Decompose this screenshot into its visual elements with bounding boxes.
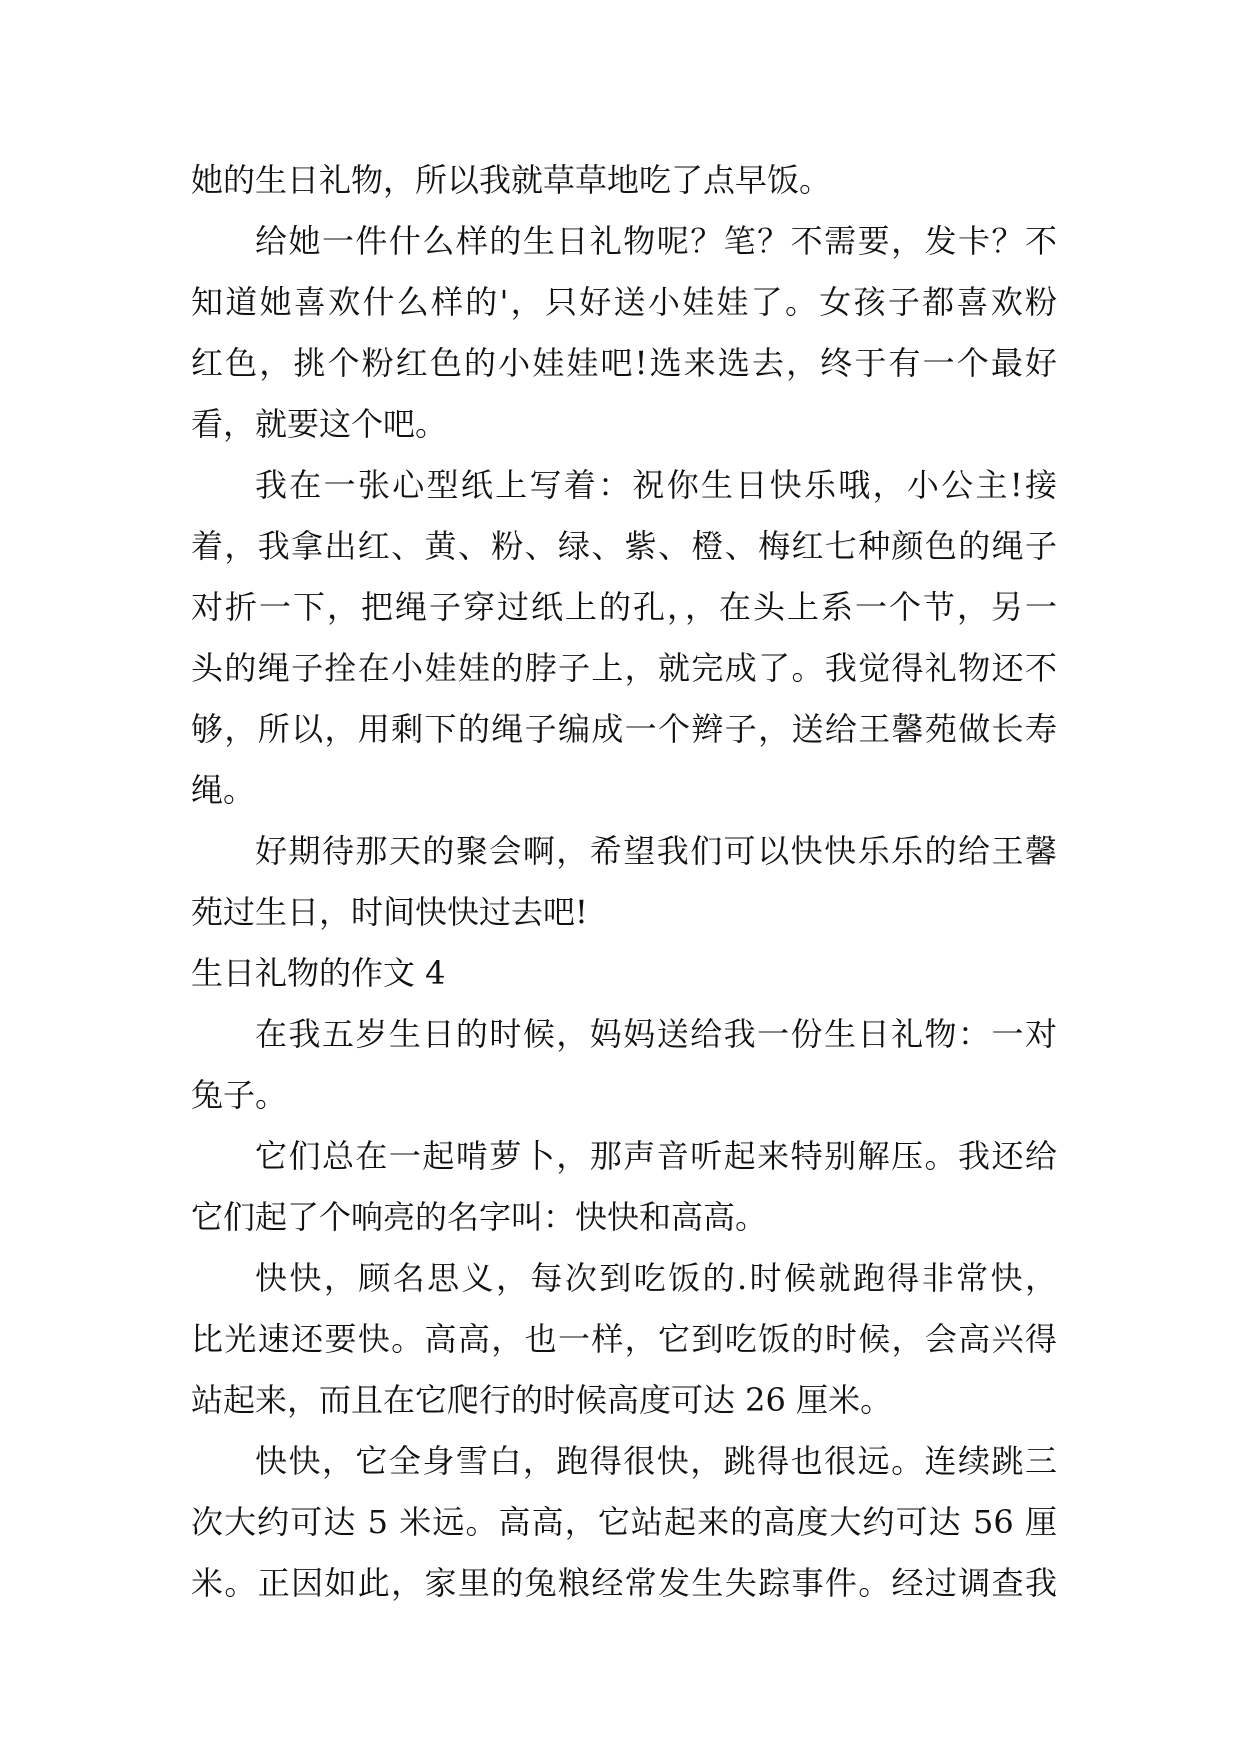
text-line: 次大约可达 5 米远。高高，它站起来的高度大约可达 56 厘 <box>191 1503 1057 1541</box>
text-line: 知道她喜欢什么样的'，只好送小娃娃了。女孩子都喜欢粉 <box>191 283 1057 321</box>
text-line: 苑过生日，时间快快过去吧! <box>191 893 588 931</box>
text-line: 够，所以，用剩下的绳子编成一个辫子，送给王馨苑做长寿 <box>191 710 1057 748</box>
text-line: 给她一件什么样的生日礼物呢？笔？不需要，发卡？不 <box>255 222 1057 260</box>
text-line: 兔子。 <box>191 1076 288 1114</box>
text-line: 在我五岁生日的时候，妈妈送给我一份生日礼物：一对 <box>255 1015 1057 1053</box>
text-line: 它们总在一起啃萝卜，那声音听起来特别解压。我还给 <box>255 1137 1057 1175</box>
text-line: 快快，它全身雪白，跑得很快，跳得也很远。连续跳三 <box>255 1442 1057 1480</box>
section-heading: 生日礼物的作文 4 <box>191 954 446 992</box>
paragraph <box>191 1004 1057 1126</box>
document-body <box>191 150 1057 1614</box>
text-line: 站起来，而且在它爬行的时候高度可达 26 厘米。 <box>191 1381 893 1419</box>
paragraph <box>191 1431 1057 1614</box>
text-line: 头的绳子拴在小娃娃的脖子上，就完成了。我觉得礼物还不 <box>191 649 1057 687</box>
text-line: 红色，挑个粉红色的小娃娃吧!选来选去，终于有一个最好 <box>191 344 1057 382</box>
text-line: 我在一张心型纸上写着：祝你生日快乐哦，小公主!接 <box>255 466 1057 504</box>
text-line: 比光速还要快。高高，也一样，它到吃饭的时候，会高兴得 <box>191 1320 1057 1358</box>
text-line: 她的生日礼物，所以我就草草地吃了点早饭。 <box>191 161 832 199</box>
paragraph <box>191 1248 1057 1431</box>
paragraph <box>191 150 1057 211</box>
paragraph <box>191 211 1057 455</box>
text-line: 它们起了个响亮的名字叫：快快和高高。 <box>191 1198 768 1236</box>
text-line: 快快，顾名思义，每次到吃饭的.时候就跑得非常快， <box>255 1259 1057 1297</box>
text-line: 着，我拿出红、黄、粉、绿、紫、橙、梅红七种颜色的绳子 <box>191 527 1057 565</box>
text-line: 对折一下，把绳子穿过纸上的孔，，在头上系一个节，另一 <box>191 588 1057 626</box>
text-line: 好期待那天的聚会啊，希望我们可以快快乐乐的给王馨 <box>255 832 1057 870</box>
text-line: 绳。 <box>191 771 256 809</box>
paragraph <box>191 455 1057 821</box>
paragraph <box>191 821 1057 943</box>
text-line: 看，就要这个吧。 <box>191 405 448 443</box>
paragraph <box>191 1126 1057 1248</box>
text-line: 米。正因如此，家里的兔粮经常发生失踪事件。经过调查我 <box>191 1564 1057 1602</box>
